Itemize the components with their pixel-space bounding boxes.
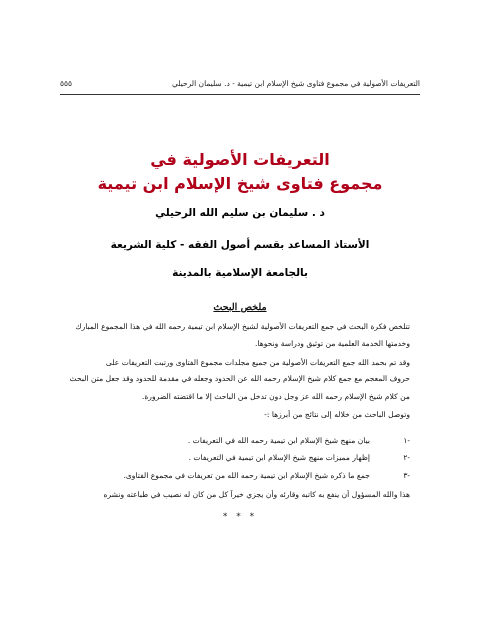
- abstract-line: وقد تم بحمد الله جمع التعريفات الأصولية من جميع مجلدات مجموع الفتاوى ورتبت التعريفات على: [105, 358, 410, 367]
- author-position: الأستاذ المساعد بقسم أصول الفقه - كلية الشريعة: [110, 239, 370, 251]
- result-text: إظهار مميزات منهج شيخ الإسلام ابن تيمية في التعريفات .: [188, 453, 370, 462]
- result-text: بيان منهج شيخ الإسلام ابن تيمية رحمه الله في التعريفات .: [187, 436, 370, 445]
- abstract-line: حروف المعجم مع جمع كلام شيخ الإسلام رحمه الله عن الحدود وجعله في مقدمة للحدود وقد جعل متن البحث: [70, 374, 410, 383]
- abstract-line: وخدمتها الخدمة العلمية من توثيق ودراسة ونحوها.: [254, 339, 410, 348]
- result-text: جمع ما ذكره شيخ الإسلام ابن تيمية رحمه الله من تعريفات في مجموع الفتاوى.: [123, 471, 370, 480]
- header-rule: [60, 94, 420, 95]
- result-item: [70, 436, 410, 445]
- abstract-closing: هذا والله المسؤول أن ينفع به كاتبه وقارئه وأن يجزي خيراً كل من كان له نصيب في طباعته ونشره: [103, 490, 410, 499]
- author-name: د . سليمان بن سليم الله الرحيلي: [155, 207, 325, 219]
- abstract-heading: ملخص البحث: [213, 302, 267, 313]
- abstract-line: من كلام شيخ الإسلام رحمه الله عز وجل دون تدخل من الباحث إلا ما اقتضته الضرورة.: [141, 392, 410, 401]
- result-item: [70, 471, 410, 480]
- running-title: التعريفات الأصولية في مجموع فتاوى شيخ الإسلام ابن تيمية - د. سليمان الرحيلي: [172, 79, 420, 88]
- paper-title-line-2: مجموع فتاوى شيخ الإسلام ابن تيمية: [97, 174, 383, 193]
- page-number: ٥٥٥: [60, 79, 73, 88]
- end-mark: * * *: [222, 512, 258, 522]
- abstract-line: وتوصل الباحث من خلاله إلى نتائج من أبرزها :-: [264, 410, 410, 419]
- abstract-line: تتلخص فكرة البحث في جمع التعريفات الأصولية لشيخ الإسلام ابن تيمية رحمه الله في هذا المجموع المبارك: [75, 322, 410, 331]
- author-university: بالجامعة الإسلامية بالمدينة: [172, 267, 308, 279]
- result-number: ١-: [403, 436, 410, 445]
- paper-title-line-1: التعريفات الأصولية في: [150, 150, 330, 169]
- result-number: ٣-: [403, 471, 410, 480]
- result-number: ٢-: [403, 453, 410, 462]
- result-item: [70, 453, 410, 462]
